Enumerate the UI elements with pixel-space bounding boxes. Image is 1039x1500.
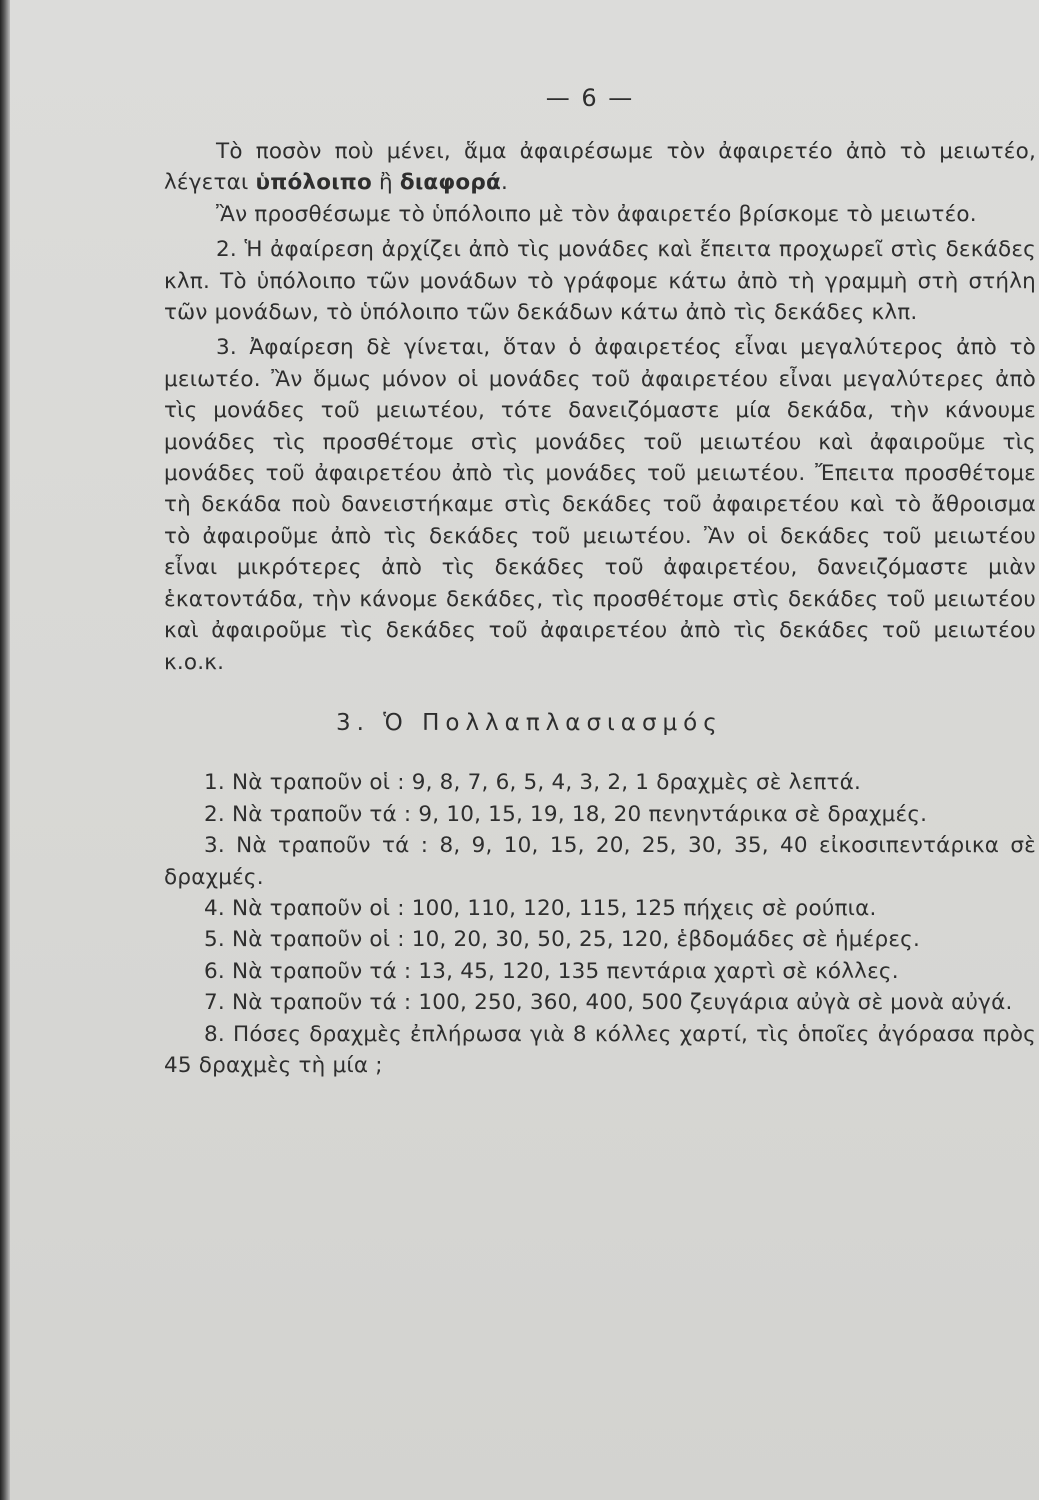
exercise-list: [164, 767, 1036, 1081]
exercise-item: 5. Νὰ τραποῦν οἱ : 10, 20, 30, 50, 25, 120, ἑβδομάδες σὲ ἡμέρες.: [204, 927, 921, 953]
paragraph-rule-3: 3. Ἀφαίρεση δὲ γίνεται, ὅταν ὁ ἀφαιρετέος εἶναι μεγαλύτερος ἀπὸ τὸ μειωτέο. Ἂν ὅμως μόνον οἱ μονάδες τοῦ ἀφαιρετέου εἶναι μεγαλύτερες ἀπὸ τὶς μονάδες τοῦ μειωτέου, τότε δανειζόμαστε μία δεκάδα, τὴν κάνουμε μονάδες τὶς προσθέτομε στὶς μονάδες τοῦ μειωτέου καὶ ἀφαιροῦμε τὶς μονάδες τοῦ ἀφαιρετέου ἀπὸ τὶς μονάδες τοῦ μειωτέου. Ἔπειτα προσθέτομε τὴ δεκάδα ποὺ δανειστήκαμε στὶς δεκάδες τοῦ ἀφαιρετέου καὶ τὸ ἄθροισμα τὸ ἀφαιροῦμε ἀπὸ τὶς δεκάδες τοῦ μειωτέου. Ἂν οἱ δεκάδες τοῦ μειωτέου εἶναι μικρότερες ἀπὸ τὶς δεκάδες τοῦ ἀφαιρετέου, δανειζόμαστε μιὰν ἑκατοντάδα, τὴν κάνομε δεκάδες, τὶς προσθέτομε στὶς δεκάδες τοῦ μειωτέου καὶ ἀφαιροῦμε τὶς δεκάδες τοῦ ἀφαιρετέου ἀπὸ τὶς δεκάδες τοῦ μειωτέου κ.ο.κ.: [164, 335, 1036, 675]
paragraph-text: ἢ: [371, 170, 400, 196]
paragraph-check: Ἂν προσθέσωμε τὸ ὑπόλοιπο μὲ τὸν ἀφαιρετέο βρίσκομε τὸ μειωτέο.: [216, 201, 977, 227]
section-heading: 3. Ὁ Πολλαπλασιασμός: [336, 709, 723, 736]
page-number: — 6 —: [545, 84, 635, 112]
exercise-item: 6. Νὰ τραποῦν τά : 13, 45, 120, 135 πεντάρια χαρτὶ σὲ κόλλες.: [204, 958, 899, 984]
exercise-item: 7. Νὰ τραποῦν τά : 100, 250, 360, 400, 500 ζευγάρια αὐγὰ σὲ μονὰ αὐγά.: [204, 990, 1013, 1016]
paragraph-text: .: [500, 170, 508, 196]
exercise-item: 3. Νὰ τραποῦν τά : 8, 9, 10, 15, 20, 25, 30, 35, 40 εἰκοσιπεντάρικα σὲ δραχμές.: [164, 833, 1036, 890]
paragraph-definition: [164, 136, 1036, 199]
paragraph-text: Τὸ ποσὸν ποὺ μένει, ἅμα ἀφαιρέσωμε τὸν ἀφαιρετέο ἀπὸ τὸ μειωτέο, λέγεται: [164, 139, 1036, 196]
exercise-item: 8. Πόσες δραχμὲς ἐπλήρωσα γιὰ 8 κόλλες χαρτί, τὶς ὁποῖες ἀγόρασα πρὸς 45 δραχμὲς τὴ μία ;: [164, 1021, 1036, 1078]
exercise-item: 4. Νὰ τραποῦν οἱ : 100, 110, 120, 115, 125 πήχεις σὲ ρούπια.: [204, 895, 877, 921]
term-difference: διαφορά: [399, 170, 501, 196]
binding-edge: [0, 0, 10, 1500]
paragraph-rule-2: 2. Ἡ ἀφαίρεση ἀρχίζει ἀπὸ τὶς μονάδες καὶ ἔπειτα προχωρεῖ στὶς δεκάδες κλπ. Τὸ ὑπόλοιπο τῶν μονάδων τὸ γράφομε κάτω ἀπὸ τὴ γραμμὴ στὴ στήλη τῶν μονάδων, τὸ ὑπόλοιπο τῶν δεκάδων κάτω ἀπὸ τὶς δεκάδες κλπ.: [164, 237, 1036, 326]
exercise-item: 1. Νὰ τραποῦν οἱ : 9, 8, 7, 6, 5, 4, 3, 2, 1 δραχμὲς σὲ λεπτά.: [204, 770, 862, 796]
exercise-item: 2. Νὰ τραποῦν τά : 9, 10, 15, 19, 18, 20 πενηντάρικα σὲ δραχμές.: [204, 801, 928, 827]
page-body: [164, 136, 1036, 1081]
term-remainder: ὑπόλοιπο: [255, 170, 372, 196]
